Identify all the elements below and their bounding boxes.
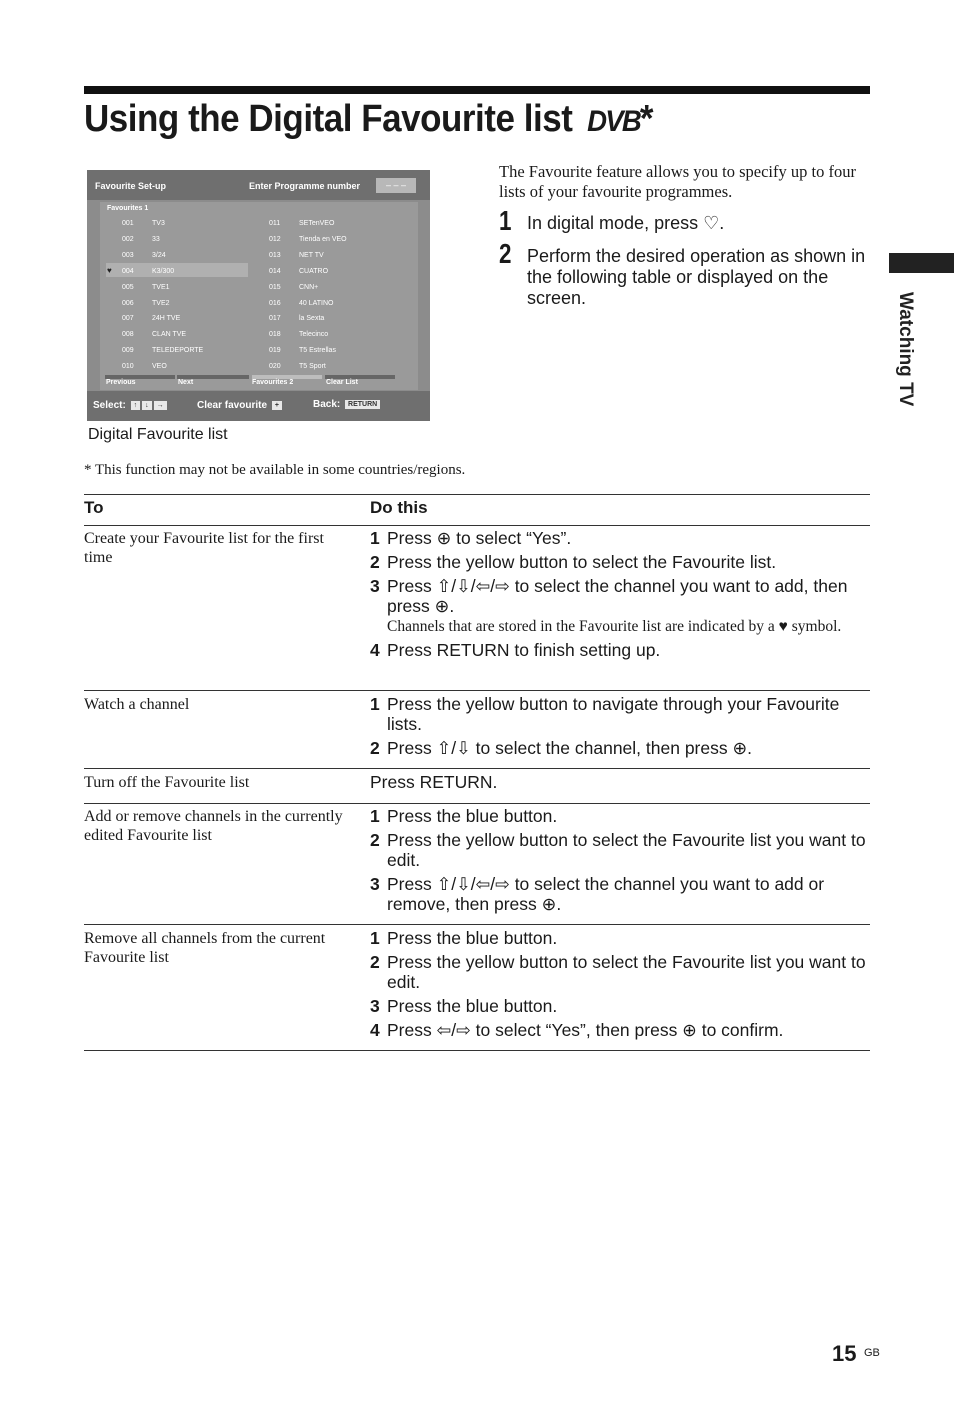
channel-name: Telecinco bbox=[299, 331, 329, 339]
item-number: 3 bbox=[370, 996, 380, 1016]
step-1-text: In digital mode, press ♡. bbox=[527, 213, 725, 233]
row-4-to: Add or remove channels in the currently edited Favourite list bbox=[84, 808, 343, 844]
channel-name: VEO bbox=[152, 363, 167, 371]
list-item bbox=[370, 694, 870, 734]
channel-number: 003 bbox=[122, 251, 134, 259]
figure-caption: Digital Favourite list bbox=[88, 426, 228, 443]
channel-row bbox=[122, 268, 174, 275]
row-3-do: Press RETURN. bbox=[370, 772, 498, 792]
item-text: Press the yellow button to select the Favourite list you want to edit. bbox=[387, 830, 866, 870]
step-1-number: 1 bbox=[499, 205, 512, 236]
page-title-text: Using the Digital Favourite list bbox=[84, 98, 573, 140]
channel-row bbox=[122, 363, 167, 370]
channel-name: 3/24 bbox=[152, 251, 166, 259]
row-3-to: Turn off the Favourite list bbox=[84, 774, 250, 791]
channel-name: Tienda en VEO bbox=[299, 235, 347, 243]
title-asterisk: * bbox=[639, 98, 654, 140]
column-header-do-this: Do this bbox=[370, 498, 428, 517]
channel-row bbox=[122, 315, 180, 322]
item-number: 3 bbox=[370, 576, 380, 596]
footer-select bbox=[93, 400, 167, 411]
item-number: 2 bbox=[370, 552, 380, 572]
screen-list-title: Favourites 1 bbox=[107, 205, 149, 212]
footer-clear-label: Clear favourite bbox=[197, 400, 268, 411]
item-text: Press ⊕ to select “Yes”. bbox=[387, 528, 572, 548]
row-5-do bbox=[370, 928, 870, 1044]
page-region-code: GB bbox=[864, 1347, 880, 1359]
footer-clear bbox=[197, 400, 282, 411]
item-text: Press RETURN to finish setting up. bbox=[387, 640, 661, 660]
channel-row bbox=[269, 300, 334, 307]
channel-row bbox=[269, 236, 347, 243]
footer-back bbox=[313, 399, 380, 410]
channel-row bbox=[269, 284, 318, 291]
list-item bbox=[370, 738, 870, 758]
item-text: Press the blue button. bbox=[387, 806, 558, 826]
channel-number: 005 bbox=[122, 283, 134, 291]
table-top-rule bbox=[84, 494, 870, 495]
right-arrow-icon: → bbox=[154, 401, 167, 410]
channel-name: 33 bbox=[152, 235, 160, 243]
item-number: 1 bbox=[370, 528, 380, 548]
page-number: 15 bbox=[832, 1341, 857, 1366]
tab-favourites-2: Favourites 2 bbox=[252, 379, 294, 386]
channel-row bbox=[122, 300, 170, 307]
channel-row bbox=[122, 331, 186, 338]
page-title bbox=[84, 98, 653, 141]
item-number: 2 bbox=[370, 952, 380, 972]
channel-name: NET TV bbox=[299, 251, 324, 259]
step-2-text: Perform the desired operation as shown in the following table or displayed on the screen. bbox=[527, 246, 866, 308]
item-number: 1 bbox=[370, 806, 380, 826]
title-rule bbox=[84, 86, 870, 94]
channel-name: K3/300 bbox=[152, 267, 175, 275]
plus-button-icon: + bbox=[272, 401, 282, 410]
screen-header-title: Favourite Set-up bbox=[95, 181, 167, 191]
channel-number: 006 bbox=[122, 299, 134, 307]
channel-number: 017 bbox=[269, 315, 281, 323]
item-text: Press the blue button. bbox=[387, 996, 558, 1016]
channel-name: 40 LATINO bbox=[299, 299, 334, 307]
section-tab-text: Watching TV bbox=[895, 292, 916, 407]
item-text: Press ⇧/⇩ to select the channel, then press ⊕. bbox=[387, 738, 752, 758]
channel-number: 014 bbox=[269, 267, 281, 275]
step-2-number: 2 bbox=[499, 238, 512, 269]
table-header-rule bbox=[84, 525, 870, 526]
row-1-do bbox=[370, 528, 870, 664]
channel-name: TV3 bbox=[152, 220, 165, 227]
channel-number: 010 bbox=[122, 363, 134, 371]
channel-number: 018 bbox=[269, 331, 281, 339]
channel-number: 015 bbox=[269, 283, 281, 291]
channel-name: T5 Sport bbox=[299, 363, 326, 371]
item-text: Press the yellow button to select the Favourite list. bbox=[387, 552, 777, 572]
row-2-to: Watch a channel bbox=[84, 696, 190, 713]
list-item bbox=[370, 640, 870, 660]
item-text: Press the yellow button to navigate through your Favourite lists. bbox=[387, 694, 840, 734]
channel-number: 011 bbox=[269, 220, 281, 227]
list-item bbox=[370, 576, 870, 636]
screen-list-panel bbox=[100, 202, 418, 390]
list-item bbox=[370, 552, 870, 572]
list-item bbox=[370, 874, 870, 914]
channel-row bbox=[122, 220, 165, 227]
tab-clear-list: Clear List bbox=[326, 379, 358, 386]
return-key-icon: RETURN bbox=[345, 400, 380, 409]
item-number: 1 bbox=[370, 928, 380, 948]
item-text: Press ⇧/⇩/⇦/⇨ to select the channel you want to add or remove, then press ⊕. bbox=[387, 874, 825, 914]
row-2-do bbox=[370, 694, 870, 762]
screen-footer bbox=[87, 391, 430, 421]
intro-paragraph: The Favourite feature allows you to specify up to four lists of your favourite programmes. bbox=[499, 162, 856, 201]
list-item bbox=[370, 806, 870, 826]
row-1-to: Create your Favourite list for the first time bbox=[84, 530, 324, 566]
channel-name: TELEDEPORTE bbox=[152, 347, 204, 355]
table-bottom-rule bbox=[84, 1050, 870, 1051]
channel-number: 020 bbox=[269, 363, 281, 371]
channel-number: 016 bbox=[269, 299, 281, 307]
channel-row bbox=[269, 331, 328, 338]
channel-number: 009 bbox=[122, 347, 134, 355]
row-rule-4 bbox=[84, 924, 870, 925]
item-number: 3 bbox=[370, 874, 380, 894]
channel-row bbox=[122, 236, 160, 243]
channel-row bbox=[269, 268, 328, 275]
channel-number: 019 bbox=[269, 347, 281, 355]
tab-previous: Previous bbox=[106, 379, 136, 386]
row-rule-2 bbox=[84, 768, 870, 769]
channel-row bbox=[269, 315, 324, 322]
channel-name: la Sexta bbox=[299, 315, 325, 323]
channel-number: 007 bbox=[122, 315, 134, 323]
channel-row bbox=[269, 252, 324, 259]
channel-number: 013 bbox=[269, 251, 281, 259]
programme-number-box: – – – bbox=[376, 178, 416, 193]
footer-select-label: Select: bbox=[93, 400, 126, 411]
item-number: 4 bbox=[370, 1020, 380, 1040]
screen-header-prompt: Enter Programme number bbox=[249, 181, 361, 191]
item-text: Press ⇧/⇩/⇦/⇨ to select the channel you want to add, then press ⊕. bbox=[387, 576, 848, 616]
list-item bbox=[370, 952, 870, 992]
list-item bbox=[370, 1020, 870, 1040]
channel-number: 002 bbox=[122, 235, 134, 243]
footnote: * This function may not be available in some countries/regions. bbox=[84, 462, 466, 478]
list-item bbox=[370, 830, 870, 870]
channel-number: 004 bbox=[122, 267, 134, 275]
footer-back-label: Back: bbox=[313, 399, 341, 410]
row-rule-3 bbox=[84, 803, 870, 804]
channel-number: 008 bbox=[122, 331, 134, 339]
channel-number: 001 bbox=[122, 220, 134, 227]
section-tab-label bbox=[888, 292, 918, 412]
channel-name: SETenVEO bbox=[299, 220, 335, 227]
item-number: 2 bbox=[370, 830, 380, 850]
column-header-to: To bbox=[84, 498, 104, 517]
channel-name: CNN+ bbox=[299, 283, 319, 291]
list-item bbox=[370, 528, 870, 548]
item-note: Channels that are stored in the Favourite list are indicated by a ♥ symbol. bbox=[387, 618, 842, 635]
item-number: 2 bbox=[370, 738, 380, 758]
item-number: 1 bbox=[370, 694, 380, 714]
heart-icon: ♥ bbox=[107, 266, 112, 275]
channel-name: CLAN TVE bbox=[152, 331, 187, 339]
list-item bbox=[370, 996, 870, 1016]
list-item bbox=[370, 928, 870, 948]
favourite-setup-screen bbox=[87, 170, 430, 421]
up-arrow-icon: ↑ bbox=[131, 401, 141, 410]
channel-row bbox=[269, 220, 334, 227]
tab-next: Next bbox=[178, 379, 194, 386]
dvb-logo-icon: DVB bbox=[587, 105, 640, 138]
down-arrow-icon: ↓ bbox=[142, 401, 152, 410]
row-rule-1 bbox=[84, 690, 870, 691]
channel-name: T5 Estrellas bbox=[299, 347, 336, 355]
channel-number: 012 bbox=[269, 235, 281, 243]
channel-row bbox=[122, 284, 170, 291]
channel-name: TVE1 bbox=[152, 283, 170, 291]
channel-row bbox=[269, 363, 326, 370]
item-text: Press ⇦/⇨ to select “Yes”, then press ⊕ to confirm. bbox=[387, 1020, 784, 1040]
item-text: Press the yellow button to select the Favourite list you want to edit. bbox=[387, 952, 866, 992]
channel-name: CUATRO bbox=[299, 267, 329, 275]
channel-row bbox=[269, 347, 336, 354]
row-4-do bbox=[370, 806, 870, 918]
row-5-to: Remove all channels from the current Favourite list bbox=[84, 930, 326, 966]
section-tab-marker bbox=[889, 253, 954, 273]
channel-name: TVE2 bbox=[152, 299, 170, 307]
channel-row bbox=[122, 252, 166, 259]
item-text: Press the blue button. bbox=[387, 928, 558, 948]
screen-header bbox=[87, 170, 430, 200]
channel-row bbox=[122, 347, 203, 354]
item-number: 4 bbox=[370, 640, 380, 660]
channel-name: 24H TVE bbox=[152, 315, 181, 323]
